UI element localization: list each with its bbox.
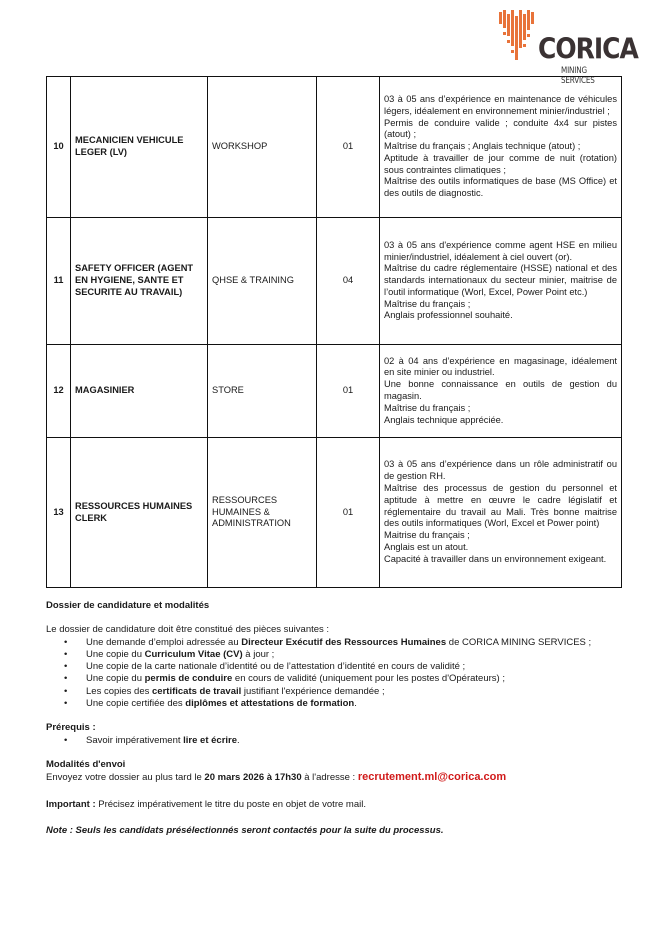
prerequis-list [46, 735, 622, 747]
logo-wordmark: CORICA [538, 32, 638, 66]
job-quantity: 01 [317, 438, 380, 588]
requirement-line: Anglais technique appréciée. [384, 414, 504, 425]
table-row [47, 218, 622, 345]
job-requirements [380, 438, 622, 588]
dossier-list [46, 637, 622, 711]
list-item: • Les copies des certificats de travail justifiant l'expérience demandée ; [46, 686, 622, 698]
requirement-line: Maîtrise des processus de gestion du personnel et aptitude à mettre en œuvre le cadre législatif et réglementaire du travail au Mali. Très bonne maitrise des outils informatiques (Worl, Excel et Power point) [384, 483, 617, 529]
job-number: 12 [47, 345, 71, 438]
list-item: • Une copie certifiée des diplômes et attestations de formation. [46, 698, 622, 710]
table-row [47, 438, 622, 588]
dossier-heading: Dossier de candidature et modalités [46, 600, 210, 611]
requirement-line: Maîtrise du français ; Anglais technique (atout) ; [384, 141, 581, 152]
requirement-line: 03 à 05 ans d’expérience dans un rôle administratif ou de gestion RH. [384, 459, 617, 482]
job-title: MAGASINIER [71, 345, 208, 438]
job-quantity: 04 [317, 218, 380, 345]
job-quantity: 01 [317, 77, 380, 218]
requirement-line: Permis de conduire valide ; conduite 4x4 sur pistes (atout) ; [384, 117, 617, 140]
job-number: 10 [47, 77, 71, 218]
requirement-line: Une bonne connaissance en outils de gestion du magasin. [384, 379, 617, 401]
requirement-line: 02 à 04 ans d’expérience en magasinage, idéalement en site minier ou industriel. [384, 355, 617, 378]
job-department: QHSE & TRAINING [208, 218, 317, 345]
requirement-line: Anglais est un atout. [384, 541, 469, 552]
job-openings-table [46, 76, 622, 588]
list-item: • Une copie du permis de conduire en cours de validité (uniquement pour les postes d'Opérateurs) ; [46, 673, 622, 685]
job-number: 13 [47, 438, 71, 588]
list-item: • Une copie de la carte nationale d’identité ou de l’attestation d’identité en cours de validité ; [46, 661, 622, 673]
requirement-line: Capacité à travailler dans un environnement exigeant. [384, 553, 607, 564]
application-section [46, 600, 622, 837]
requirement-line: Maîtrise des outils informatiques de base (MS Office) et des outils de diagnostic. [384, 176, 617, 199]
email-link[interactable]: recrutement.ml@corica.com [357, 771, 507, 784]
list-item: • Une demande d’emploi adressée au Directeur Exécutif des Ressources Humaines de CORICA MINING SERVICES ; [46, 637, 622, 649]
corica-logo [498, 6, 638, 86]
job-department: STORE [208, 345, 317, 438]
requirement-line: Aptitude à travailler de jour comme de nuit (rotation) sous contraintes climatiques ; [384, 152, 617, 175]
job-title: SAFETY OFFICER (AGENT EN HYGIENE, SANTE ET SECURITE AU TRAVAIL) [71, 218, 208, 345]
table-row [47, 345, 622, 438]
job-title: RESSOURCES HUMAINES CLERK [71, 438, 208, 588]
logo-subtitle: MINING SERVICES [561, 66, 595, 86]
job-title: MECANICIEN VEHICULE LEGER (LV) [71, 77, 208, 218]
corica-logo-mark-icon [498, 8, 542, 66]
requirement-line: Maîtrise du français ; [384, 298, 471, 309]
job-number: 11 [47, 218, 71, 345]
envoi-heading: Modalités d'envoi [46, 758, 126, 770]
list-item: • Savoir impérativement lire et écrire. [46, 735, 622, 747]
requirement-line: Anglais professionnel souhaité. [384, 310, 513, 321]
job-department: WORKSHOP [208, 77, 317, 218]
job-department: RESSOURCES HUMAINES & ADMINISTRATION [208, 438, 317, 588]
job-quantity: 01 [317, 345, 380, 438]
note-text: Note : Seuls les candidats présélectionnés seront contactés pour la suite du processus. [46, 824, 444, 836]
deadline: 20 mars 2026 à 17h30 [204, 772, 302, 784]
envoi-text: Envoyez votre dossier au plus tard le 20 mars 2026 à 17h30 à l'adresse : recrutement.ml@corica.com [46, 771, 507, 784]
job-requirements [380, 218, 622, 345]
requirement-line: Maitrise du français ; [384, 530, 470, 541]
job-requirements [380, 345, 622, 438]
important-text: Important : Précisez impérativement le titre du poste en objet de votre mail. [46, 798, 366, 810]
requirement-line: Maîtrise du français ; [384, 402, 471, 413]
list-item: • Une copie du Curriculum Vitae (CV) à jour ; [46, 649, 622, 661]
table-row [47, 77, 622, 218]
dossier-intro: Le dossier de candidature doit être constitué des pièces suivantes : [46, 624, 330, 636]
requirement-line: Maîtrise du cadre réglementaire (HSSE) national et des standards internationaux du secteur minier, maitrise de l’outil informatique (Worl, Excel, Power Point etc.) [384, 263, 617, 297]
requirement-line: 03 à 05 ans d’expérience en maintenance de véhicules légers, idéalement en environnement minier/industriel ; [384, 93, 617, 116]
job-requirements [380, 77, 622, 218]
requirement-line: 03 à 05 ans d'expérience comme agent HSE en milieu minier/industriel, idéalement à ciel ouvert (or). [384, 239, 617, 262]
prerequis-heading: Prérequis : [46, 722, 96, 734]
